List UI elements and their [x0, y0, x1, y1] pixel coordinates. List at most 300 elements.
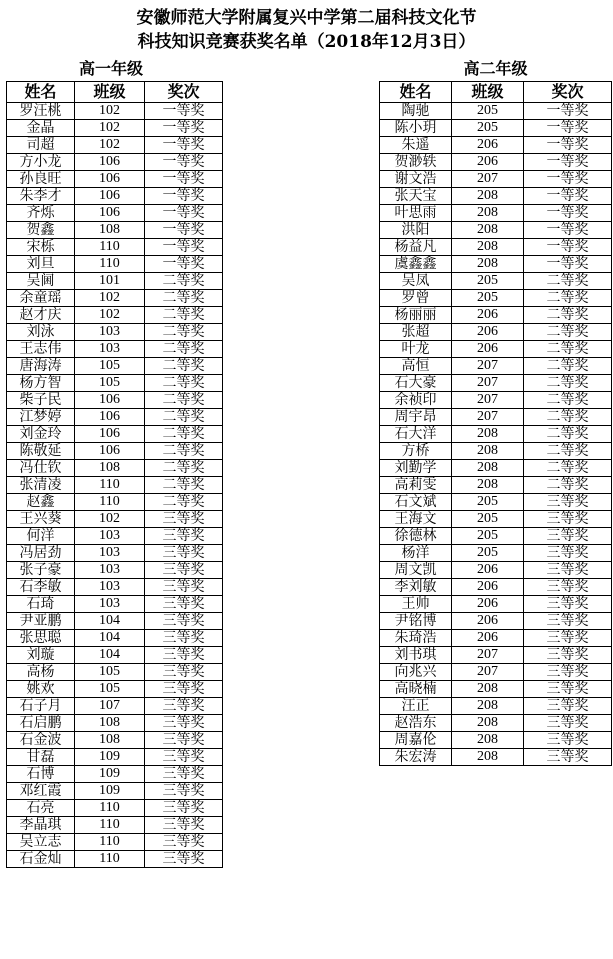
table-row	[7, 154, 223, 171]
award-cell: 三等奖	[524, 630, 612, 647]
class-cell: 207	[452, 647, 524, 664]
student-name-cell: 刘书琪	[380, 647, 452, 664]
grade2-table-body	[380, 103, 612, 766]
award-cell: 三等奖	[524, 579, 612, 596]
class-cell: 110	[75, 800, 145, 817]
class-cell: 108	[75, 715, 145, 732]
award-cell: 三等奖	[145, 817, 223, 834]
class-cell: 102	[75, 103, 145, 120]
table-row	[380, 562, 612, 579]
award-cell: 三等奖	[524, 647, 612, 664]
award-cell: 二等奖	[524, 477, 612, 494]
table-row	[380, 137, 612, 154]
class-cell: 106	[75, 409, 145, 426]
student-name-cell: 尹铭博	[380, 613, 452, 630]
class-cell: 206	[452, 154, 524, 171]
student-name-cell: 石亮	[7, 800, 75, 817]
student-name-cell: 王海文	[380, 511, 452, 528]
class-cell: 205	[452, 528, 524, 545]
award-cell: 三等奖	[524, 494, 612, 511]
student-name-cell: 陶驰	[380, 103, 452, 120]
class-cell: 106	[75, 443, 145, 460]
award-cell: 三等奖	[524, 681, 612, 698]
award-cell: 二等奖	[524, 307, 612, 324]
class-cell: 208	[452, 698, 524, 715]
class-cell: 103	[75, 545, 145, 562]
award-cell: 二等奖	[524, 290, 612, 307]
award-cell: 三等奖	[145, 834, 223, 851]
award-cell: 三等奖	[524, 698, 612, 715]
student-name-cell: 朱李才	[7, 188, 75, 205]
student-name-cell: 徐德林	[380, 528, 452, 545]
award-cell: 二等奖	[145, 460, 223, 477]
class-cell: 206	[452, 630, 524, 647]
table-row	[7, 664, 223, 681]
student-name-cell: 齐烁	[7, 205, 75, 222]
table-row	[7, 562, 223, 579]
award-cell: 二等奖	[145, 341, 223, 358]
student-name-cell: 赵才庆	[7, 307, 75, 324]
class-cell: 103	[75, 528, 145, 545]
table-row	[7, 307, 223, 324]
student-name-cell: 吴凤	[380, 273, 452, 290]
student-name-cell: 冯居劲	[7, 545, 75, 562]
award-cell: 三等奖	[524, 749, 612, 766]
table-row	[7, 137, 223, 154]
table-row	[380, 698, 612, 715]
class-cell: 206	[452, 137, 524, 154]
table-row	[380, 239, 612, 256]
class-cell: 205	[452, 290, 524, 307]
table-row	[380, 715, 612, 732]
class-cell: 109	[75, 749, 145, 766]
class-cell: 105	[75, 358, 145, 375]
class-cell: 205	[452, 103, 524, 120]
award-cell: 三等奖	[145, 630, 223, 647]
student-name-cell: 朱琦浩	[380, 630, 452, 647]
class-cell: 206	[452, 562, 524, 579]
student-name-cell: 石金波	[7, 732, 75, 749]
class-cell: 205	[452, 511, 524, 528]
class-cell: 208	[452, 715, 524, 732]
student-name-cell: 刘勤学	[380, 460, 452, 477]
student-name-cell: 王帅	[380, 596, 452, 613]
class-cell: 102	[75, 307, 145, 324]
table-row	[7, 783, 223, 800]
award-cell: 一等奖	[524, 120, 612, 137]
class-cell: 207	[452, 409, 524, 426]
award-cell: 二等奖	[145, 290, 223, 307]
student-name-cell: 朱遥	[380, 137, 452, 154]
award-cell: 二等奖	[524, 358, 612, 375]
class-cell: 105	[75, 681, 145, 698]
award-cell: 一等奖	[145, 239, 223, 256]
student-name-cell: 余祯印	[380, 392, 452, 409]
class-cell: 106	[75, 188, 145, 205]
award-cell: 二等奖	[524, 426, 612, 443]
class-cell: 208	[452, 460, 524, 477]
award-cell: 三等奖	[145, 545, 223, 562]
class-cell: 104	[75, 630, 145, 647]
class-cell: 208	[452, 256, 524, 273]
table-row	[7, 579, 223, 596]
award-cell: 一等奖	[145, 205, 223, 222]
student-name-cell: 向兆兴	[380, 664, 452, 681]
student-name-cell: 石大豪	[380, 375, 452, 392]
class-cell: 106	[75, 154, 145, 171]
student-name-cell: 王兴葵	[7, 511, 75, 528]
award-cell: 一等奖	[145, 222, 223, 239]
award-cell: 二等奖	[145, 273, 223, 290]
class-cell: 106	[75, 205, 145, 222]
award-cell: 三等奖	[145, 579, 223, 596]
student-name-cell: 朱宏涛	[380, 749, 452, 766]
table-row	[7, 188, 223, 205]
table-row	[380, 103, 612, 120]
student-name-cell: 赵浩东	[380, 715, 452, 732]
student-name-cell: 叶龙	[380, 341, 452, 358]
award-cell: 三等奖	[145, 783, 223, 800]
award-cell: 三等奖	[145, 766, 223, 783]
class-cell: 205	[452, 494, 524, 511]
table-row	[7, 239, 223, 256]
student-name-cell: 石子月	[7, 698, 75, 715]
table-row	[7, 528, 223, 545]
table-row	[380, 630, 612, 647]
class-cell: 109	[75, 766, 145, 783]
class-cell: 206	[452, 613, 524, 630]
table-row	[7, 205, 223, 222]
award-cell: 三等奖	[145, 851, 223, 868]
student-name-cell: 高杨	[7, 664, 75, 681]
class-cell: 110	[75, 494, 145, 511]
class-cell: 110	[75, 817, 145, 834]
class-cell: 107	[75, 698, 145, 715]
award-cell: 三等奖	[145, 562, 223, 579]
class-cell: 103	[75, 341, 145, 358]
class-cell: 104	[75, 647, 145, 664]
table-row	[380, 154, 612, 171]
class-cell: 106	[75, 426, 145, 443]
table-row	[380, 460, 612, 477]
table-row	[7, 392, 223, 409]
student-name-cell: 杨丽丽	[380, 307, 452, 324]
grade1-table-body	[7, 103, 223, 868]
student-name-cell: 姚欢	[7, 681, 75, 698]
table-row	[7, 732, 223, 749]
award-cell: 三等奖	[145, 596, 223, 613]
table-row	[7, 477, 223, 494]
table-row	[7, 630, 223, 647]
award-cell: 一等奖	[145, 188, 223, 205]
class-cell: 208	[452, 732, 524, 749]
class-cell: 207	[452, 358, 524, 375]
class-cell: 110	[75, 239, 145, 256]
table-row	[7, 120, 223, 137]
class-cell: 103	[75, 324, 145, 341]
class-cell: 208	[452, 443, 524, 460]
grade1-header-row	[7, 82, 223, 103]
student-name-cell: 江梦婷	[7, 409, 75, 426]
table-row	[380, 256, 612, 273]
student-name-cell: 尹亚鹏	[7, 613, 75, 630]
class-column-header: 班级	[75, 82, 145, 103]
class-cell: 109	[75, 783, 145, 800]
table-row	[380, 120, 612, 137]
table-row	[380, 426, 612, 443]
class-cell: 106	[75, 171, 145, 188]
student-name-cell: 吴立志	[7, 834, 75, 851]
class-cell: 205	[452, 273, 524, 290]
table-row	[380, 324, 612, 341]
student-name-cell: 唐海涛	[7, 358, 75, 375]
student-name-cell: 司超	[7, 137, 75, 154]
award-cell: 一等奖	[145, 154, 223, 171]
table-row	[7, 375, 223, 392]
student-name-cell: 高恒	[380, 358, 452, 375]
award-cell: 三等奖	[145, 698, 223, 715]
name-column-header: 姓名	[380, 82, 452, 103]
award-cell: 三等奖	[524, 528, 612, 545]
document-subtitle: 科技知识竞赛获奖名单（2018年12月3日）	[137, 32, 476, 52]
table-row	[7, 749, 223, 766]
class-cell: 103	[75, 596, 145, 613]
table-row	[7, 171, 223, 188]
class-cell: 208	[452, 749, 524, 766]
table-row	[7, 698, 223, 715]
award-cell: 三等奖	[524, 511, 612, 528]
grade2-heading: 高二年级	[463, 59, 528, 78]
award-cell: 三等奖	[145, 647, 223, 664]
student-name-cell: 余童瑶	[7, 290, 75, 307]
table-row	[7, 834, 223, 851]
award-cell: 二等奖	[145, 426, 223, 443]
award-cell: 一等奖	[524, 188, 612, 205]
student-name-cell: 何洋	[7, 528, 75, 545]
class-cell: 208	[452, 239, 524, 256]
award-column-header: 奖次	[145, 82, 223, 103]
class-cell: 206	[452, 324, 524, 341]
student-name-cell: 邓红霞	[7, 783, 75, 800]
award-cell: 二等奖	[145, 409, 223, 426]
grade2-header-row	[380, 82, 612, 103]
award-cell: 三等奖	[145, 715, 223, 732]
award-cell: 三等奖	[145, 528, 223, 545]
table-row	[7, 681, 223, 698]
table-row	[7, 494, 223, 511]
name-column-header: 姓名	[7, 82, 75, 103]
table-row	[380, 732, 612, 749]
student-name-cell: 方桥	[380, 443, 452, 460]
award-cell: 一等奖	[524, 205, 612, 222]
student-name-cell: 周嘉伦	[380, 732, 452, 749]
student-name-cell: 方小龙	[7, 154, 75, 171]
class-cell: 208	[452, 222, 524, 239]
award-cell: 二等奖	[524, 392, 612, 409]
award-cell: 一等奖	[145, 137, 223, 154]
award-cell: 二等奖	[524, 375, 612, 392]
student-name-cell: 杨方智	[7, 375, 75, 392]
student-name-cell: 谢文浩	[380, 171, 452, 188]
table-row	[380, 307, 612, 324]
student-name-cell: 杨益凡	[380, 239, 452, 256]
table-row	[7, 256, 223, 273]
award-cell: 三等奖	[145, 681, 223, 698]
student-name-cell: 刘璇	[7, 647, 75, 664]
student-name-cell: 宋栎	[7, 239, 75, 256]
award-cell: 一等奖	[145, 171, 223, 188]
table-row	[7, 358, 223, 375]
table-row	[7, 800, 223, 817]
student-name-cell: 贺渺轶	[380, 154, 452, 171]
table-row	[7, 222, 223, 239]
table-row	[380, 664, 612, 681]
table-row	[7, 273, 223, 290]
student-name-cell: 石大洋	[380, 426, 452, 443]
class-column-header: 班级	[452, 82, 524, 103]
student-name-cell: 罗曾	[380, 290, 452, 307]
class-cell: 102	[75, 137, 145, 154]
award-cell: 二等奖	[524, 409, 612, 426]
class-cell: 205	[452, 545, 524, 562]
table-row	[380, 681, 612, 698]
table-row	[380, 375, 612, 392]
table-row	[380, 528, 612, 545]
class-cell: 110	[75, 834, 145, 851]
grade1-heading: 高一年级	[78, 59, 143, 78]
class-cell: 106	[75, 392, 145, 409]
award-cell: 一等奖	[524, 137, 612, 154]
table-row	[380, 290, 612, 307]
award-cell: 一等奖	[145, 120, 223, 137]
grade1-award-table	[6, 81, 223, 868]
student-name-cell: 罗汪桃	[7, 103, 75, 120]
award-cell: 三等奖	[145, 800, 223, 817]
student-name-cell: 孙良旺	[7, 171, 75, 188]
table-row	[380, 545, 612, 562]
class-cell: 207	[452, 375, 524, 392]
student-name-cell: 石博	[7, 766, 75, 783]
student-name-cell: 贺鑫	[7, 222, 75, 239]
table-row	[7, 766, 223, 783]
student-name-cell: 柴子民	[7, 392, 75, 409]
award-cell: 三等奖	[145, 613, 223, 630]
student-name-cell: 王志伟	[7, 341, 75, 358]
award-cell: 三等奖	[524, 715, 612, 732]
table-row	[380, 222, 612, 239]
table-row	[380, 494, 612, 511]
student-name-cell: 石文斌	[380, 494, 452, 511]
table-row	[380, 409, 612, 426]
table-row	[380, 205, 612, 222]
table-row	[380, 392, 612, 409]
class-cell: 104	[75, 613, 145, 630]
award-cell: 一等奖	[145, 256, 223, 273]
award-cell: 二等奖	[145, 494, 223, 511]
class-cell: 108	[75, 460, 145, 477]
table-row	[380, 647, 612, 664]
class-cell: 206	[452, 579, 524, 596]
student-name-cell: 石琦	[7, 596, 75, 613]
award-cell: 二等奖	[524, 460, 612, 477]
student-name-cell: 赵鑫	[7, 494, 75, 511]
award-cell: 二等奖	[145, 307, 223, 324]
table-row	[7, 426, 223, 443]
student-name-cell: 叶思雨	[380, 205, 452, 222]
class-cell: 206	[452, 596, 524, 613]
class-cell: 103	[75, 562, 145, 579]
table-row	[380, 749, 612, 766]
award-cell: 二等奖	[145, 375, 223, 392]
student-name-cell: 刘泳	[7, 324, 75, 341]
student-name-cell: 张超	[380, 324, 452, 341]
class-cell: 208	[452, 681, 524, 698]
award-cell: 三等奖	[145, 749, 223, 766]
table-row	[7, 715, 223, 732]
award-cell: 一等奖	[524, 222, 612, 239]
class-cell: 101	[75, 273, 145, 290]
class-cell: 208	[452, 205, 524, 222]
student-name-cell: 吴阃	[7, 273, 75, 290]
student-name-cell: 杨洋	[380, 545, 452, 562]
student-name-cell: 石李敏	[7, 579, 75, 596]
student-name-cell: 冯仕钦	[7, 460, 75, 477]
table-row	[7, 460, 223, 477]
award-cell: 三等奖	[524, 664, 612, 681]
student-name-cell: 张天宝	[380, 188, 452, 205]
table-row	[380, 596, 612, 613]
table-row	[7, 290, 223, 307]
student-name-cell: 高莉雯	[380, 477, 452, 494]
class-cell: 208	[452, 188, 524, 205]
student-name-cell: 汪正	[380, 698, 452, 715]
student-name-cell: 石金灿	[7, 851, 75, 868]
table-row	[380, 341, 612, 358]
class-cell: 110	[75, 256, 145, 273]
table-row	[380, 188, 612, 205]
student-name-cell: 高晓楠	[380, 681, 452, 698]
table-row	[7, 613, 223, 630]
document-title: 安徽师范大学附属复兴中学第二届科技文化节	[136, 8, 477, 28]
award-cell: 一等奖	[524, 239, 612, 256]
award-cell: 二等奖	[145, 358, 223, 375]
student-name-cell: 李晶琪	[7, 817, 75, 834]
student-name-cell: 周宇昂	[380, 409, 452, 426]
class-cell: 206	[452, 341, 524, 358]
award-cell: 二等奖	[145, 324, 223, 341]
student-name-cell: 陈小玥	[380, 120, 452, 137]
table-row	[380, 579, 612, 596]
class-cell: 102	[75, 511, 145, 528]
award-cell: 二等奖	[524, 324, 612, 341]
award-cell: 一等奖	[524, 103, 612, 120]
award-cell: 一等奖	[145, 103, 223, 120]
class-cell: 208	[452, 426, 524, 443]
student-name-cell: 虞鑫鑫	[380, 256, 452, 273]
award-cell: 三等奖	[145, 511, 223, 528]
class-cell: 207	[452, 392, 524, 409]
table-row	[7, 647, 223, 664]
class-cell: 110	[75, 851, 145, 868]
table-row	[7, 596, 223, 613]
student-name-cell: 张子豪	[7, 562, 75, 579]
class-cell: 103	[75, 579, 145, 596]
table-row	[7, 817, 223, 834]
table-row	[7, 409, 223, 426]
student-name-cell: 张思聪	[7, 630, 75, 647]
class-cell: 108	[75, 732, 145, 749]
student-name-cell: 张清凌	[7, 477, 75, 494]
